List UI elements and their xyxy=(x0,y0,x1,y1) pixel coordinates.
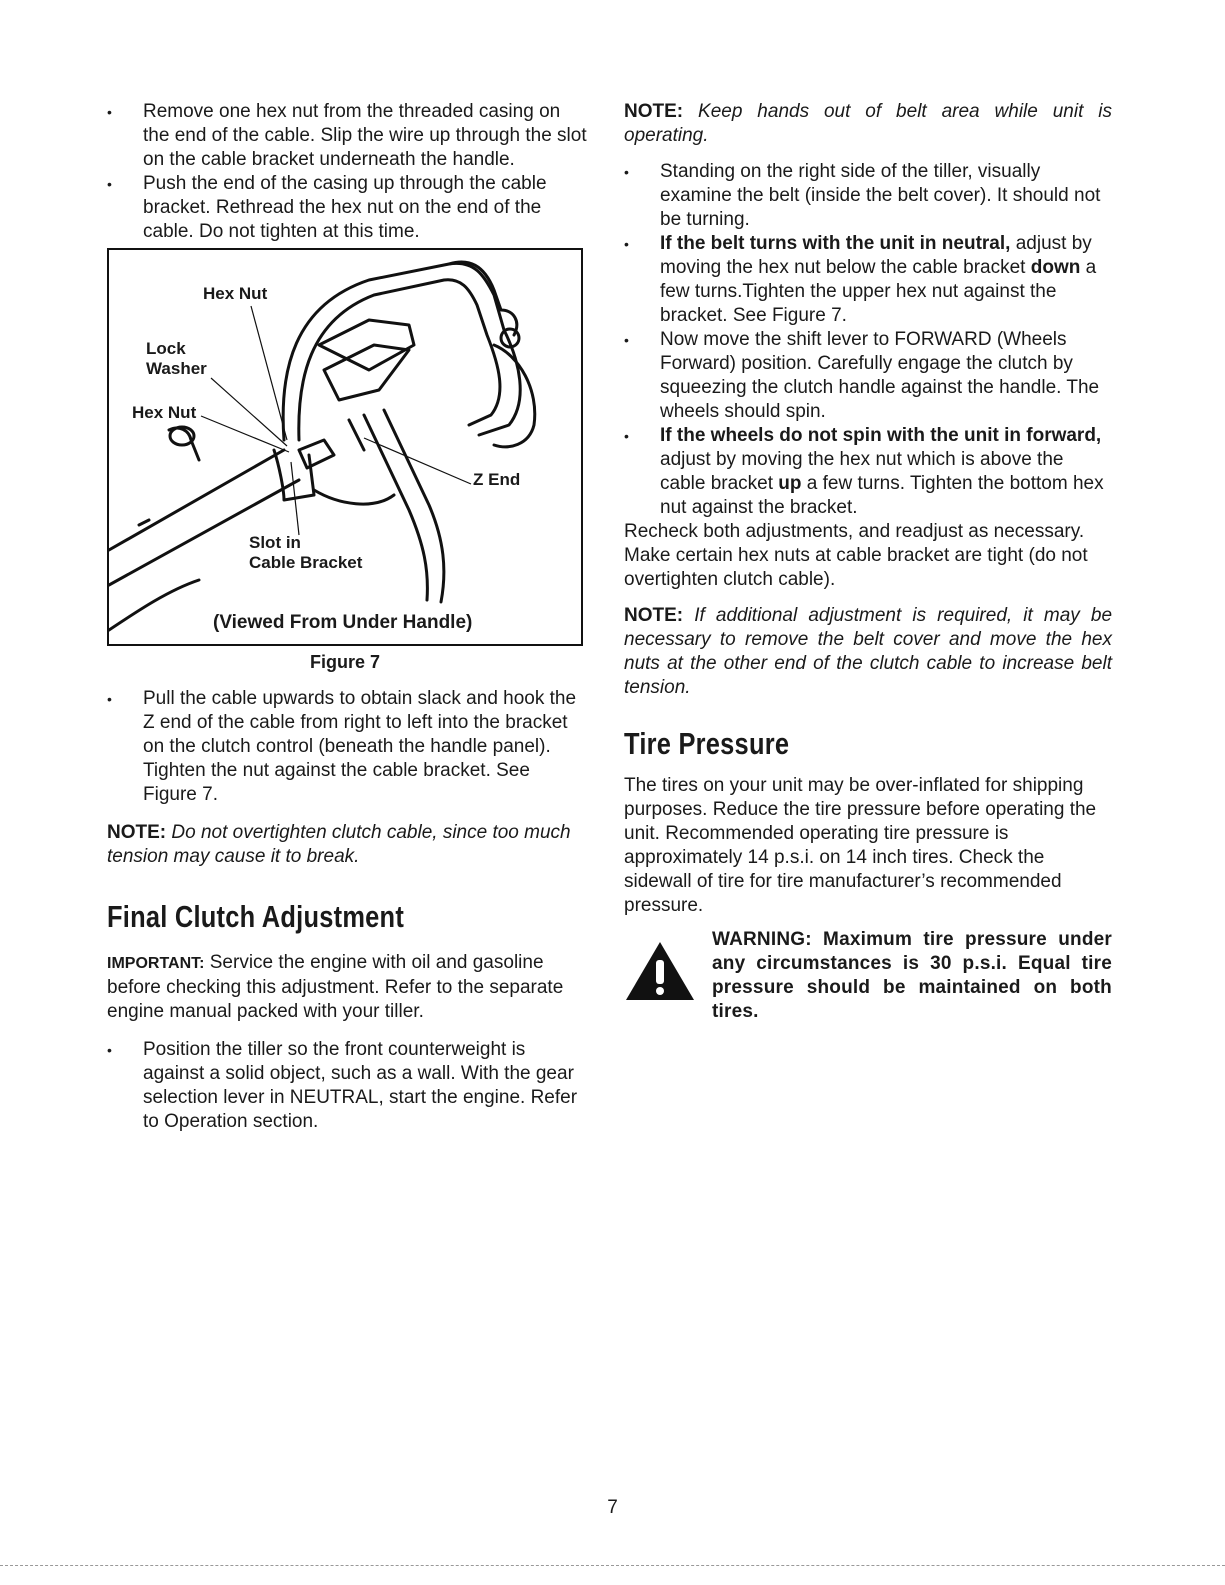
instruction-list-position xyxy=(107,1038,589,1134)
heading-final-clutch-adjustment: Final Clutch Adjustment xyxy=(107,899,405,934)
bold-word-up: up xyxy=(778,473,802,494)
label-lock-washer: Lock Washer xyxy=(146,339,207,378)
tire-pressure-paragraph: The tires on your unit may be over-inflated for shipping purposes. Reduce the tire pressure before operating the unit. Recommended operating tire pressure is approximately 14 p.s.i. on 14 inch tires. Check the sidewall of tire for tire manufacturer’s recommended pressure. xyxy=(624,775,1097,916)
item-text: a few turns. Tighten the bottom hex nut against the bracket. xyxy=(660,473,1104,518)
figure-7 xyxy=(107,248,583,646)
bold-lead: If the belt turns with the unit in neutral, xyxy=(660,233,1011,254)
item-text: adjust by moving the hex nut below the cable bracket xyxy=(660,233,1092,278)
warning-triangle-icon xyxy=(624,940,696,1002)
label-hex-nut-top: Hex Nut xyxy=(203,284,268,303)
warning-text: WARNING: Maximum tire pressure under any circumstances is 30 p.s.i. Equal tire pressure should be maintained on both tires. xyxy=(712,929,1112,1022)
cable-bracket-illustration xyxy=(109,250,581,644)
list-item: • Position the tiller so the front counterweight is against a solid object, such as a wall. With the gear selection lever in NEUTRAL, start the engine. Refer to Operation section. xyxy=(107,1038,589,1134)
note-text: Keep hands out of belt area while unit is operating. xyxy=(624,101,1113,146)
adjustment-steps-list xyxy=(624,160,1112,520)
instruction-list-top xyxy=(107,100,589,244)
heading-tire-pressure: Tire Pressure xyxy=(624,726,790,761)
list-item: • Remove one hex nut from the threaded casing on the end of the cable. Slip the wire up through the slot on the cable bracket underneath the handle. xyxy=(107,100,589,172)
bottom-border xyxy=(0,1565,1225,1566)
important-paragraph xyxy=(107,951,589,1024)
bold-word-down: down xyxy=(1030,257,1081,278)
note-text: If additional adjustment is required, it may be necessary to remove the belt cover and move the hex nuts at the other end of the clutch cable to increase belt tension. xyxy=(624,605,1113,698)
warning-block xyxy=(624,928,1112,1024)
figure-caption: Figure 7 xyxy=(309,652,380,672)
note-text: Do not overtighten clutch cable, since too much tension may cause it to break. xyxy=(107,822,571,867)
note-label: NOTE: xyxy=(624,101,684,122)
bold-lead: If the wheels do not spin with the unit in forward, xyxy=(660,425,1102,446)
item-text: a few turns.Tighten the upper hex nut against the bracket. See Figure 7. xyxy=(660,257,1097,326)
list-item xyxy=(624,424,1112,520)
list-item: • Now move the shift lever to FORWARD (Wheels Forward) position. Carefully engage the clutch by squeezing the clutch handle against the handle. The wheels should spin. xyxy=(624,328,1112,424)
important-text: Service the engine with oil and gasoline before checking this adjustment. Refer to the separate engine manual packed with your tiller. xyxy=(107,952,564,1022)
important-label: IMPORTANT: xyxy=(107,955,205,972)
instruction-list-after-figure xyxy=(107,687,589,807)
list-item: • Standing on the right side of the tiller, visually examine the belt (inside the belt cover). It should not be turning. xyxy=(624,160,1112,232)
label-slot-in-cable-bracket: Slot in Cable Bracket xyxy=(249,533,363,572)
list-item: • Pull the cable upwards to obtain slack and hook the Z end of the cable from right to left into the bracket on the clutch control (beneath the handle panel). Tighten the nut against the cable bracket. See Figure 7. xyxy=(107,687,589,807)
note-additional-adjustment xyxy=(624,604,1112,700)
label-hex-nut-left: Hex Nut xyxy=(132,403,197,422)
note-label: NOTE: xyxy=(107,822,167,843)
list-item xyxy=(624,232,1112,328)
note-label: NOTE: xyxy=(624,605,684,626)
list-item: • Push the end of the casing up through the cable bracket. Rethread the hex nut on the end of the cable. Do not tighten at this time. xyxy=(107,172,589,244)
left-column xyxy=(107,100,589,1134)
item-text: adjust by moving the hex nut which is above the cable bracket xyxy=(660,449,1064,494)
label-viewed-from-under-handle: (Viewed From Under Handle) xyxy=(213,612,473,633)
right-column xyxy=(624,100,1112,1024)
page-number: 7 xyxy=(607,1497,618,1518)
recheck-paragraph: Recheck both adjustments, and readjust as necessary. Make certain hex nuts at cable bracket are tight (do not overtighten clutch cable). xyxy=(624,521,1088,590)
note-hands-out xyxy=(624,100,1112,148)
label-z-end: Z End xyxy=(473,470,521,489)
note-overtighten xyxy=(107,821,589,869)
